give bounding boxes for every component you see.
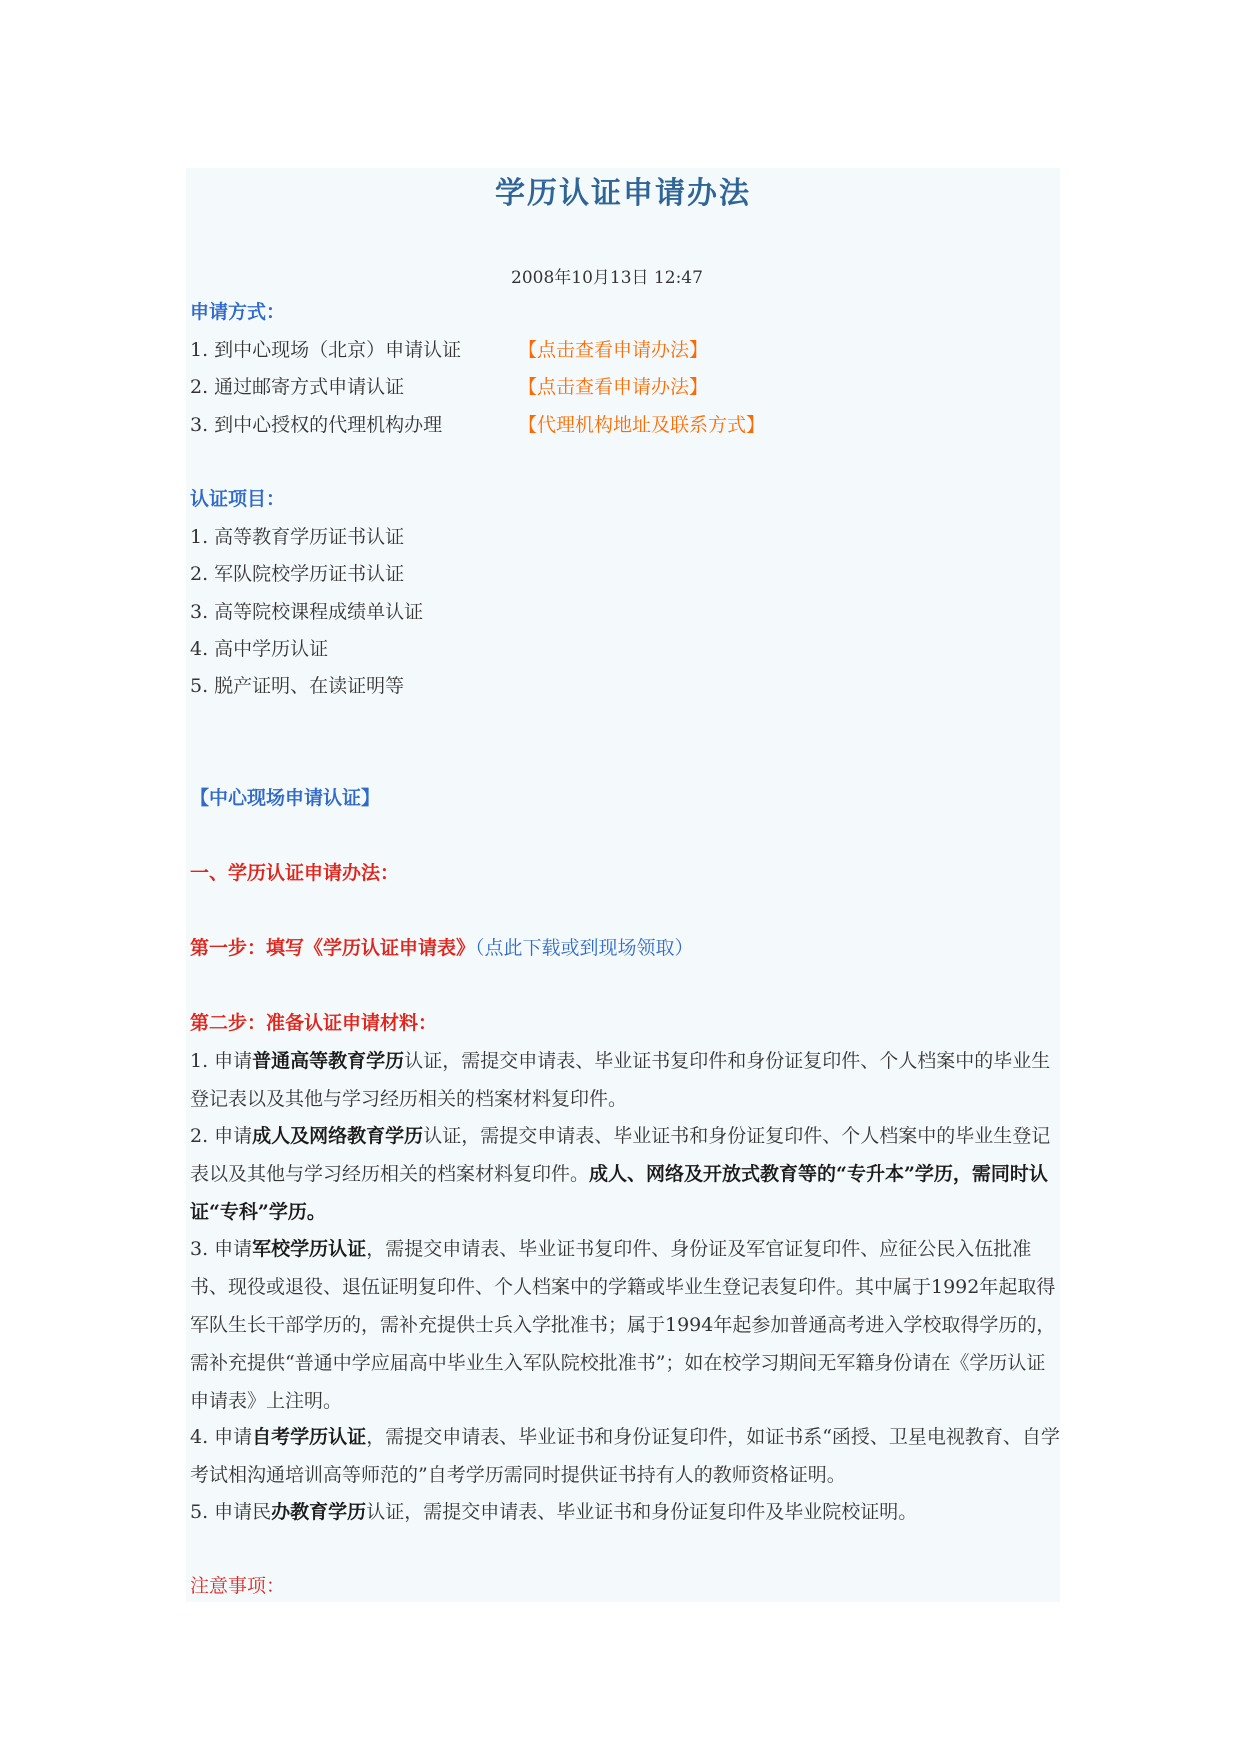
project-item: 2. 军队院校学历证书认证: [190, 563, 405, 585]
material-item: 5. 申请民办教育学历认证，需提交申请表、毕业证书和身份证复印件及毕业院校证明。: [190, 1501, 918, 1523]
agency-link[interactable]: 【代理机构地址及联系方式】: [518, 414, 766, 436]
material-item: 1. 申请普通高等教育学历认证，需提交申请表、毕业证书复印件和身份证复印件、个人档案中的毕业生登记表以及其他与学习经历相关的档案材料复印件。: [190, 1050, 1051, 1110]
project-item: 1. 高等教育学历证书认证: [190, 526, 405, 548]
notes-heading: 注意事项：: [190, 1575, 286, 1597]
material-item: 4. 申请自考学历认证，需提交申请表、毕业证书和身份证复印件，如证书系“函授、卫星电视教育、自学考试相沟通培训高等师范的”自考学历需同时提供证书持有人的教师资格证明。: [190, 1426, 1060, 1486]
methods-heading: 申请方式：: [190, 301, 286, 323]
center-heading: 【中心现场申请认证】: [190, 787, 381, 809]
step1-label: 第一步：填写《学历认证申请表》: [190, 937, 476, 959]
material-item: 3. 申请军校学历认证，需提交申请表、毕业证书复印件、身份证及军官证复印件、应征公民入伍批准书、现役或退役、退伍证明复印件、个人档案中的学籍或毕业生登记表复印件。其中属于1992年起取得军队生长干部学历的，需补充提供士兵入学批准书；属于1994年起参加普通高考进入学校取得学历的，需补充提供“普通中学应届高中毕业生入军队院校批准书”；如在校学习期间无军籍身份请在《学历认证申请表》上注明。: [190, 1238, 1056, 1412]
publish-date: 2008年10月13日 12:47: [511, 268, 703, 288]
projects-heading: 认证项目：: [190, 488, 286, 510]
project-item: 5. 脱产证明、在读证明等: [190, 675, 405, 697]
method-item: 1. 到中心现场（北京）申请认证: [190, 339, 462, 361]
step2-label: 第二步：准备认证申请材料：: [190, 1012, 438, 1034]
step1: [190, 936, 694, 960]
project-item: 3. 高等院校课程成绩单认证: [190, 601, 424, 623]
project-item: 4. 高中学历认证: [190, 638, 329, 660]
material-item: 2. 申请成人及网络教育学历认证，需提交申请表、毕业证书和身份证复印件、个人档案中的毕业生登记表以及其他与学习经历相关的档案材料复印件。成人、网络及开放式教育等的“专升本”学历，需同时认证“专科”学历。: [190, 1125, 1051, 1223]
method-link[interactable]: 【点击查看申请办法】: [518, 339, 709, 361]
method-item: 2. 通过邮寄方式申请认证: [190, 376, 405, 398]
page-title: 学历认证申请办法: [495, 176, 751, 211]
section-heading: 一、学历认证申请办法：: [190, 862, 400, 884]
method-item: 3. 到中心授权的代理机构办理: [190, 414, 443, 436]
download-link[interactable]: （点此下载或到现场领取）: [475, 937, 694, 959]
method-link[interactable]: 【点击查看申请办法】: [518, 376, 709, 398]
